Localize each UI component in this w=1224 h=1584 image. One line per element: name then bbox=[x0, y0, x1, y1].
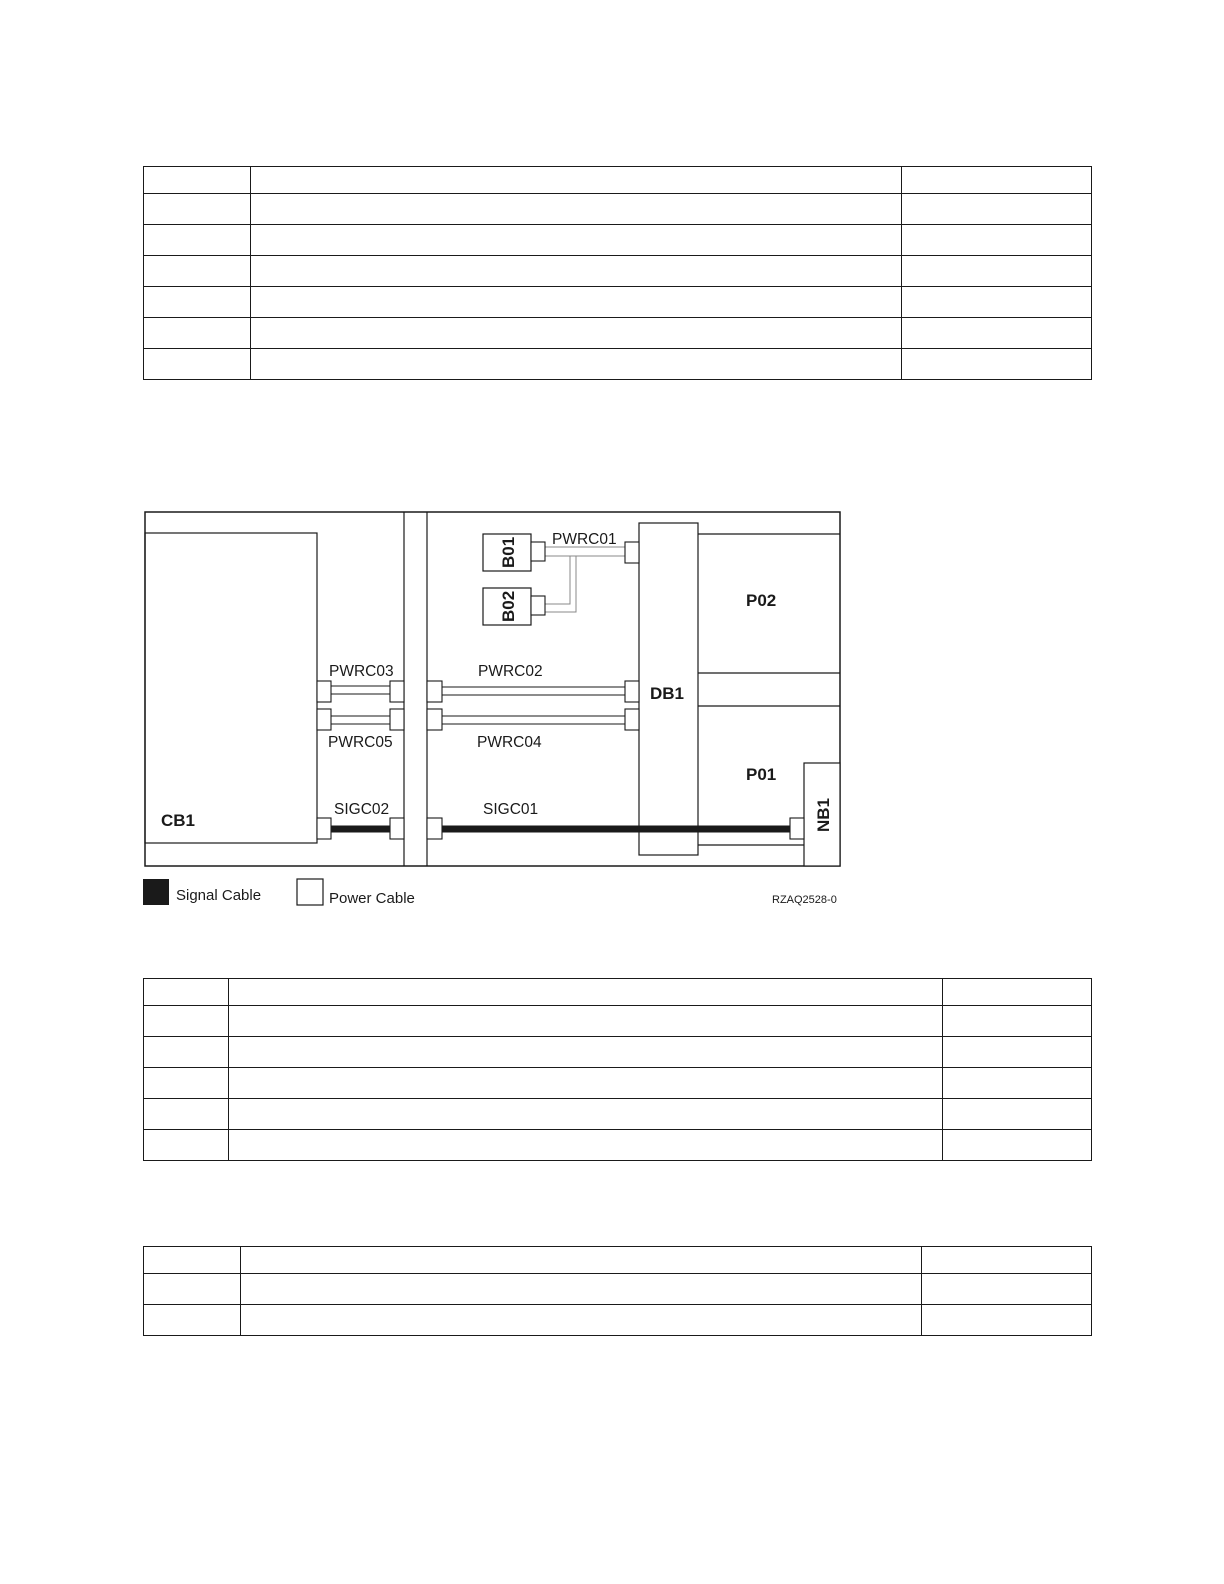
pwrc04-label: PWRC04 bbox=[477, 734, 542, 751]
db1-label: DB1 bbox=[650, 684, 685, 703]
pwrc04-cable bbox=[442, 716, 625, 724]
pwrc02-cable bbox=[442, 687, 625, 695]
table-bottom bbox=[143, 1246, 1092, 1336]
pwrc05-cable bbox=[331, 716, 390, 724]
table-row bbox=[144, 1305, 1092, 1336]
signal-cable-legend: Signal Cable bbox=[176, 887, 262, 904]
table-row bbox=[144, 1099, 1092, 1130]
pwrc01-label: PWRC01 bbox=[552, 531, 617, 548]
p01-label: P01 bbox=[746, 765, 777, 784]
table-row bbox=[144, 1247, 1092, 1274]
b02-label: B02 bbox=[499, 590, 518, 622]
table-row bbox=[144, 1274, 1092, 1305]
figure-id: RZAQ2528-0 bbox=[772, 894, 837, 906]
table-row bbox=[144, 1068, 1092, 1099]
b01-label: B01 bbox=[499, 536, 518, 568]
pwrc03-cable bbox=[331, 686, 390, 694]
table-row bbox=[144, 1006, 1092, 1037]
connectors bbox=[317, 681, 804, 839]
sigc01-label: SIGC01 bbox=[483, 801, 539, 818]
cb1-board bbox=[145, 533, 317, 843]
pwrc02-label: PWRC02 bbox=[478, 663, 543, 680]
pwrc03-label: PWRC03 bbox=[329, 663, 394, 680]
power-cable-legend: Power Cable bbox=[329, 890, 415, 907]
table-row bbox=[144, 979, 1092, 1006]
signal-cable-swatch bbox=[143, 879, 169, 905]
table-row bbox=[144, 1037, 1092, 1068]
p02-label: P02 bbox=[746, 591, 777, 610]
cb1-label: CB1 bbox=[161, 811, 196, 830]
pwrc05-label: PWRC05 bbox=[328, 734, 393, 751]
sigc02-label: SIGC02 bbox=[334, 801, 390, 818]
table-row bbox=[144, 1130, 1092, 1161]
nb1-label: NB1 bbox=[814, 797, 833, 832]
pwrc01-cable bbox=[545, 547, 625, 612]
power-cable-swatch bbox=[297, 879, 323, 905]
table-middle bbox=[143, 978, 1092, 1161]
